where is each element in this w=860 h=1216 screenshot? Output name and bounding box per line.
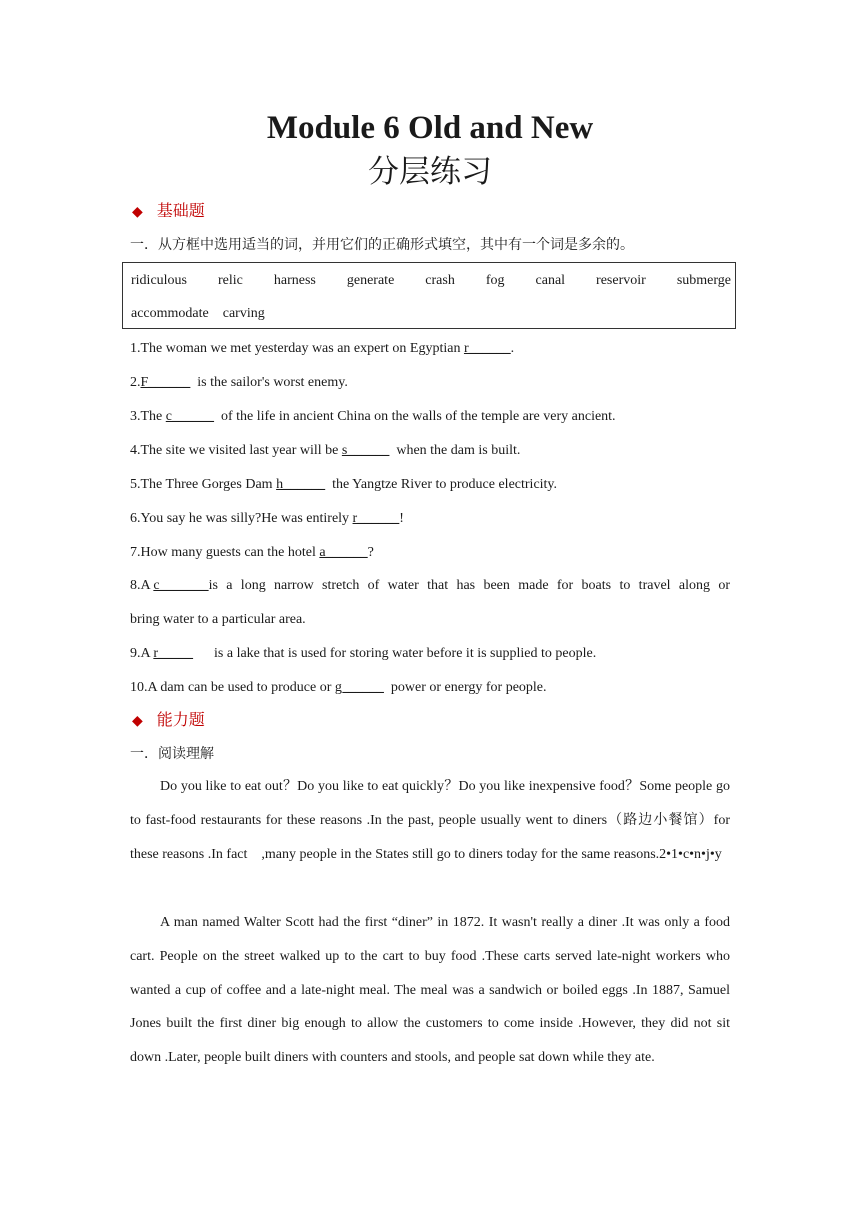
diamond-bullet-icon: ◆: [132, 204, 143, 220]
word-item: accommodate: [131, 306, 209, 321]
word-item: relic: [218, 273, 243, 288]
answer-blank[interactable]: r______: [352, 511, 400, 526]
answer-blank[interactable]: r_____: [153, 646, 194, 661]
question-7: [130, 541, 730, 565]
section-basic-label: 基础题: [156, 201, 205, 220]
answer-blank[interactable]: g______: [334, 680, 384, 695]
question-1: [130, 337, 730, 361]
question-text: 7.How many guests can the hotel: [130, 545, 320, 560]
word-item: fog: [485, 273, 505, 288]
word-item: harness: [273, 273, 316, 288]
answer-blank[interactable]: c______: [165, 409, 214, 424]
question-10: [130, 676, 730, 700]
word-box: [122, 262, 736, 329]
question-text: 10.A dam can be used to produce or: [130, 680, 335, 695]
question-4: [130, 439, 730, 463]
question-text: 3.The: [130, 409, 166, 424]
question-8-continued: bring water to a particular area.: [130, 612, 306, 627]
title-chinese: 分层练习: [368, 154, 492, 190]
question-text: 2.: [130, 375, 141, 390]
section-ability-label: 能力题: [156, 710, 205, 729]
question-text: ?: [367, 545, 374, 560]
question-text: 5.The Three Gorges Dam: [130, 477, 277, 492]
diamond-bullet-icon: ◆: [132, 713, 143, 729]
question-text: when the dam is built.: [389, 443, 521, 458]
answer-blank[interactable]: s______: [341, 443, 390, 458]
question-text: the Yangtze River to produce electricity.: [325, 477, 558, 492]
word-item: carving: [222, 306, 265, 321]
question-text: 4.The site we visited last year will be: [130, 443, 342, 458]
question-3: [130, 405, 730, 429]
word-item: submerge: [676, 273, 731, 288]
question-text: is a lake that is used for storing water before it is supplied to people.: [193, 646, 597, 661]
reading-paragraph-2: A man named Walter Scott had the first “diner” in 1872. It wasn't really a diner .It was only a food cart. People on the street walked up to the cart to buy food .These carts served late-night workers who wanted a cup of coffee and a late-night meal. The meal was a sandwich or boiled eggs .In 1887, Samuel Jones built the first diner big enough to allow the customers to come inside .However, they did not sit down .Later, people built diners with counters and stools, and people sat down while they ate.: [130, 915, 730, 1066]
answer-blank[interactable]: c_______: [153, 578, 209, 593]
answer-blank[interactable]: a______: [319, 545, 368, 560]
question-9: [130, 642, 730, 666]
question-6: [130, 507, 730, 531]
word-item: ridiculous: [131, 273, 187, 288]
question-2: [130, 371, 730, 395]
word-item: reservoir: [596, 273, 646, 288]
question-text: 9.A: [130, 646, 154, 661]
section-ability-instruction: 一．阅读理解: [130, 746, 214, 762]
answer-blank[interactable]: F______: [140, 375, 191, 390]
question-8: [130, 574, 730, 598]
answer-blank[interactable]: r______: [463, 341, 511, 356]
question-text: is a long narrow stretch of water that has been made for boats to travel along or: [208, 578, 730, 593]
reading-paragraph-1: Do you like to eat out？Do you like to eat quickly？Do you like inexpensive food？Some people go to fast-food restaurants for these reasons .In the past, people usually went to diners（路边小餐馆）for these reasons .In fact ,many people in the States still go to diners today for the same reasons.2•1•c•n•j•y: [130, 779, 730, 862]
section-basic-heading: [132, 199, 205, 223]
word-item: canal: [535, 273, 566, 288]
question-text: !: [399, 511, 404, 526]
question-text: is the sailor's worst enemy.: [190, 375, 348, 390]
question-text: of the life in ancient China on the walls of the temple are very ancient.: [213, 409, 616, 424]
word-item: crash: [425, 273, 455, 288]
section-basic-instruction: 一．从方框中选用适当的词，并用它们的正确形式填空，其中有一个词是多余的。: [130, 237, 634, 253]
question-5: [130, 473, 730, 497]
section-ability-heading: [132, 708, 205, 732]
word-item: generate: [346, 273, 395, 288]
word-box-row-1: [131, 269, 731, 293]
question-text: power or energy for people.: [383, 680, 547, 695]
question-text: 8.A: [130, 578, 154, 593]
answer-blank[interactable]: h______: [276, 477, 326, 492]
question-text: .: [510, 341, 515, 356]
title-english: Module 6 Old and New: [266, 110, 594, 146]
word-box-row-2: [131, 302, 279, 326]
question-text: 1.The woman we met yesterday was an expert on Egyptian: [130, 341, 464, 356]
question-text: 6.You say he was silly?He was entirely: [130, 511, 353, 526]
